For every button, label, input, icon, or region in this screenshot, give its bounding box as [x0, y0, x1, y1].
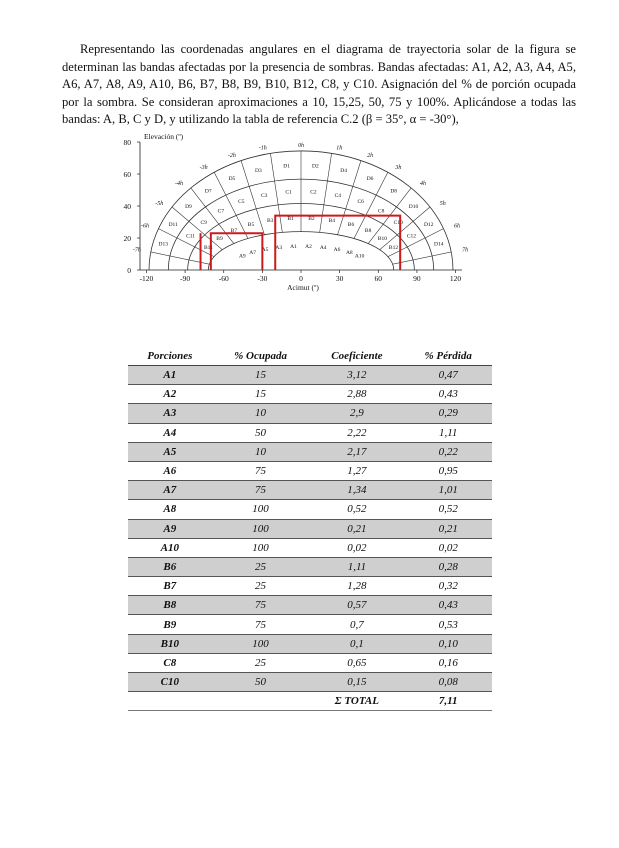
cell-ocupada: 10 [212, 442, 310, 461]
hour-label: -4h [175, 181, 184, 188]
band-cell-label: A8 [345, 249, 353, 256]
band-cell-label: B5 [247, 222, 255, 229]
cell-perdida: 0,21 [404, 519, 492, 538]
cell-ocupada: 15 [212, 385, 310, 404]
table-row [128, 557, 492, 576]
table-row [128, 538, 492, 557]
band-cell-label: D11 [168, 221, 178, 228]
hour-line [393, 252, 452, 264]
cell-porcion: A8 [128, 500, 212, 519]
band-cell-label: A5 [261, 247, 269, 254]
hour-label: 7h [462, 247, 469, 254]
y-tick-label: 0 [127, 266, 131, 275]
cell-ocupada: 75 [212, 596, 310, 615]
total-label: Σ TOTAL [309, 692, 404, 711]
cell-porcion: C8 [128, 653, 212, 672]
band-cell-label: D1 [283, 163, 290, 170]
band-cell-label: A9 [238, 253, 246, 260]
cell-ocupada: 50 [212, 673, 310, 692]
band-cell-label: A1 [290, 244, 297, 251]
cell-perdida: 0,16 [404, 653, 492, 672]
band-cell-label: C2 [310, 189, 317, 196]
hour-label: 5h [439, 200, 446, 207]
cell-ocupada: 75 [212, 481, 310, 500]
cell-porcion: C10 [128, 673, 212, 692]
cell-porcion: B9 [128, 615, 212, 634]
y-tick-label: 40 [123, 202, 131, 211]
header-perdida: % Pérdida [404, 346, 492, 366]
band-cell-label: B10 [377, 235, 388, 242]
cell-coeficiente: 0,02 [309, 538, 404, 557]
x-tick-label: -90 [180, 274, 191, 283]
band-cell-label: D4 [340, 167, 347, 174]
band-cell-label: B11 [204, 244, 213, 251]
band-cell-label: B7 [230, 228, 238, 235]
x-tick-label: 60 [374, 274, 383, 283]
cell-coeficiente: 0,65 [309, 653, 404, 672]
cell-perdida: 0,28 [404, 557, 492, 576]
hour-line [191, 188, 234, 244]
cell-perdida: 0,43 [404, 596, 492, 615]
band-cell-label: A6 [333, 247, 341, 254]
band-cell-label: A7 [249, 249, 257, 256]
band-cell-label: C5 [238, 199, 245, 206]
hour-label: -3h [199, 165, 208, 172]
hour-label: 2h [367, 152, 374, 159]
cell-coeficiente: 0,7 [309, 615, 404, 634]
cell-ocupada: 75 [212, 461, 310, 480]
intro-paragraph: Representando las coordenadas angulares en el diagrama de trayectoria solar de la figura se determinan las bandas afectadas por la presencia de sombras. Bandas afectadas: A1, A2, A3, A4, A5, A6, A7, A8, A9, A10, B6, B7, B8, B9, B10, B12, C8, y C10. Asignación del % de porción ocupada por la sombra. Se consideran aproximaciones a 10, 15,25, 50, 75 y 100%. Aplicándose a todas las bandas: A, B, C y D, y utilizando la tabla de referencia C.2 (β = 35°, α = -30°), [62, 42, 576, 126]
cell-coeficiente: 0,57 [309, 596, 404, 615]
cell-coeficiente: 0,15 [309, 673, 404, 692]
header-ocupada: % Ocupada [212, 346, 310, 366]
x-tick-label: -60 [218, 274, 229, 283]
table-row [128, 404, 492, 423]
x-axis-title: Acimut (º) [287, 283, 319, 292]
hour-label: 1h [336, 145, 343, 152]
hour-label: -1h [258, 145, 267, 152]
y-axis-title: Elevación (º) [144, 132, 184, 141]
table-row [128, 596, 492, 615]
cell-perdida: 1,11 [404, 423, 492, 442]
table-row [128, 461, 492, 480]
table-row [128, 366, 492, 385]
cell-ocupada: 100 [212, 538, 310, 557]
cell-coeficiente: 2,17 [309, 442, 404, 461]
cell-perdida: 0,95 [404, 461, 492, 480]
table-row [128, 500, 492, 519]
cell-ocupada: 50 [212, 423, 310, 442]
band-cell-label: C9 [200, 219, 207, 226]
band-cell-label: B4 [328, 217, 336, 224]
cell-ocupada: 15 [212, 366, 310, 385]
band-cell-label: D10 [408, 203, 419, 210]
band-cell-label: D2 [312, 163, 319, 170]
band-cell-label: D3 [255, 167, 262, 174]
cell-ocupada: 100 [212, 519, 310, 538]
cell-coeficiente: 0,52 [309, 500, 404, 519]
hour-label: -7h [132, 247, 141, 254]
total-empty-1 [128, 692, 212, 711]
band-cell-label: A4 [319, 245, 327, 252]
table-row [128, 673, 492, 692]
cell-porcion: A6 [128, 461, 212, 480]
sun-path-arc [208, 232, 393, 270]
band-cell-label: D12 [424, 221, 434, 228]
cell-coeficiente: 1,27 [309, 461, 404, 480]
cell-ocupada: 25 [212, 557, 310, 576]
total-value: 7,11 [404, 692, 492, 711]
band-cell-label: D8 [390, 188, 398, 195]
hour-label: 4h [419, 181, 426, 188]
band-cell-label: C8 [377, 208, 385, 215]
y-tick-label: 60 [123, 170, 131, 179]
x-tick-label: 0 [299, 274, 303, 283]
band-cell-label: A10 [354, 253, 365, 260]
band-cell-label: D6 [366, 176, 374, 183]
band-cell-label: A3 [275, 245, 283, 252]
cell-coeficiente: 1,34 [309, 481, 404, 500]
band-cell-label: C12 [406, 233, 417, 240]
cell-perdida: 0,43 [404, 385, 492, 404]
cell-coeficiente: 1,28 [309, 577, 404, 596]
cell-perdida: 0,53 [404, 615, 492, 634]
cell-perdida: 0,52 [404, 500, 492, 519]
y-tick-label: 20 [123, 234, 131, 243]
cell-porcion: A2 [128, 385, 212, 404]
band-cell-label: D13 [158, 241, 168, 248]
loss-table [128, 346, 492, 711]
band-cell-label: C6 [357, 199, 364, 206]
band-cell-label: B6 [347, 222, 355, 229]
table-row [128, 442, 492, 461]
cell-porcion: B6 [128, 557, 212, 576]
hour-label: -2h [227, 152, 236, 159]
table-row [128, 481, 492, 500]
x-tick-label: 120 [449, 274, 462, 283]
cell-porcion: A3 [128, 404, 212, 423]
band-cell-label: D9 [185, 203, 192, 210]
cell-ocupada: 25 [212, 653, 310, 672]
band-cell-label: C10 [393, 219, 403, 226]
cell-ocupada: 100 [212, 500, 310, 519]
band-cell-label: C3 [260, 192, 268, 199]
table-row [128, 423, 492, 442]
band-cell-label: B8 [364, 228, 372, 235]
cell-perdida: 0,32 [404, 577, 492, 596]
shadow-outline-right [275, 216, 400, 270]
band-cell-label: C7 [217, 208, 225, 215]
sun-path-diagram [112, 130, 482, 292]
cell-ocupada: 25 [212, 577, 310, 596]
cell-coeficiente: 2,22 [309, 423, 404, 442]
band-cell-label: D7 [204, 188, 212, 195]
cell-perdida: 0,08 [404, 673, 492, 692]
table-row [128, 634, 492, 653]
table-total-row [128, 692, 492, 711]
cell-porcion: B10 [128, 634, 212, 653]
cell-perdida: 0,47 [404, 366, 492, 385]
hour-label: 3h [395, 165, 402, 172]
band-cell-label: C11 [186, 233, 196, 240]
cell-coeficiente: 1,11 [309, 557, 404, 576]
total-empty-2 [212, 692, 310, 711]
cell-ocupada: 100 [212, 634, 310, 653]
band-cell-label: A2 [305, 244, 312, 251]
band-cell-label: D14 [434, 241, 444, 248]
cell-perdida: 1,01 [404, 481, 492, 500]
cell-coeficiente: 0,21 [309, 519, 404, 538]
hour-label: 6h [454, 223, 461, 230]
x-tick-label: 30 [335, 274, 344, 283]
band-cell-label: B12 [388, 244, 399, 251]
cell-coeficiente: 3,12 [309, 366, 404, 385]
cell-perdida: 0,22 [404, 442, 492, 461]
band-cell-label: B9 [216, 235, 223, 242]
cell-coeficiente: 0,1 [309, 634, 404, 653]
band-cell-label: B2 [308, 215, 315, 222]
cell-perdida: 0,10 [404, 634, 492, 653]
cell-porcion: A1 [128, 366, 212, 385]
band-cell-label: C4 [334, 192, 342, 199]
table-row [128, 519, 492, 538]
band-cell-label: B1 [287, 215, 294, 222]
cell-porcion: A5 [128, 442, 212, 461]
x-tick-label: 90 [413, 274, 421, 283]
cell-porcion: A10 [128, 538, 212, 557]
cell-perdida: 0,02 [404, 538, 492, 557]
x-tick-label: -120 [139, 274, 154, 283]
hour-label: 0h [298, 142, 304, 149]
cell-porcion: B7 [128, 577, 212, 596]
cell-porcion: A7 [128, 481, 212, 500]
cell-porcion: A4 [128, 423, 212, 442]
table-header-row [128, 346, 492, 366]
cell-coeficiente: 2,88 [309, 385, 404, 404]
x-tick-label: -30 [257, 274, 268, 283]
table-row [128, 653, 492, 672]
sun-path-svg [112, 130, 482, 292]
cell-perdida: 0,29 [404, 404, 492, 423]
cell-porcion: B8 [128, 596, 212, 615]
band-cell-label: D5 [228, 176, 236, 183]
band-cell-label: C1 [285, 189, 292, 196]
cell-coeficiente: 2,9 [309, 404, 404, 423]
hour-label: -5h [155, 200, 164, 207]
band-cell-label: B3 [266, 217, 274, 224]
table-row [128, 615, 492, 634]
cell-ocupada: 10 [212, 404, 310, 423]
table-body [128, 366, 492, 711]
header-porciones: Porciones [128, 346, 212, 366]
y-tick-label: 80 [123, 138, 131, 147]
table-row [128, 385, 492, 404]
cell-ocupada: 75 [212, 615, 310, 634]
hour-label: -6h [140, 223, 149, 230]
table-row [128, 577, 492, 596]
shadow-loss-table [128, 346, 492, 711]
cell-porcion: A9 [128, 519, 212, 538]
header-coeficiente: Coeficiente [309, 346, 404, 366]
